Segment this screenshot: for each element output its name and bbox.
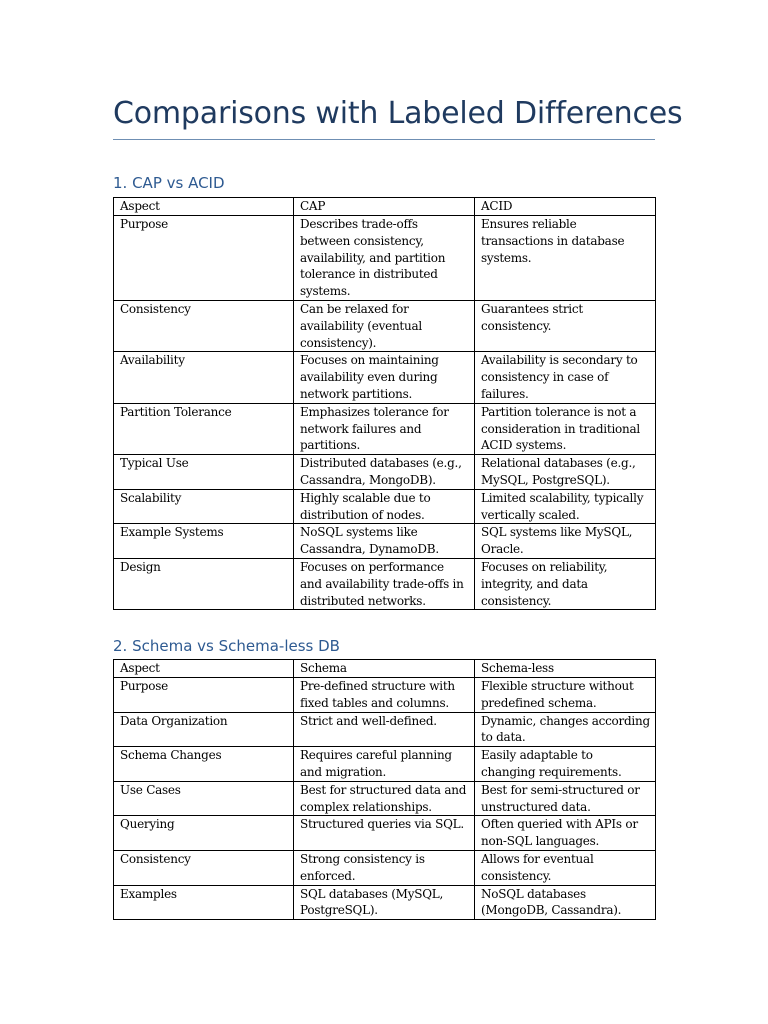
table-cell: Focuses on performance and availability trade-offs in distributed networks. [294, 558, 475, 609]
table-cell: Limited scalability, typically vertically scaled. [475, 489, 656, 524]
table-cell: Often queried with APIs or non-SQL languages. [475, 816, 656, 851]
table-row [114, 850, 656, 885]
table-cell: Easily adaptable to changing requirements. [475, 747, 656, 782]
table-cell: Querying [114, 816, 294, 851]
table-row [114, 403, 656, 454]
table-header-row [114, 198, 656, 216]
table-cell: Partition Tolerance [114, 403, 294, 454]
table-cell: Schema [294, 660, 475, 678]
table-header-row [114, 660, 656, 678]
table-cell: Scalability [114, 489, 294, 524]
table-cell: Can be relaxed for availability (eventual consistency). [294, 301, 475, 352]
table-row [114, 558, 656, 609]
section-heading-schema-vs-schema-less: 2. Schema vs Schema-less DB [113, 637, 340, 655]
table-cell: Strong consistency is enforced. [294, 850, 475, 885]
table-cell: Allows for eventual consistency. [475, 850, 656, 885]
table-cell: Requires careful planning and migration. [294, 747, 475, 782]
table-cell: Best for semi-structured or unstructured data. [475, 781, 656, 816]
table-row [114, 885, 656, 920]
table-cell: Relational databases (e.g., MySQL, PostgreSQL). [475, 455, 656, 490]
table-cell: Focuses on reliability, integrity, and data consistency. [475, 558, 656, 609]
table-cell: Availability is secondary to consistency in case of failures. [475, 352, 656, 403]
table-cell: Describes trade-offs between consistency, availability, and partition tolerance in distributed systems. [294, 216, 475, 301]
table-row [114, 216, 656, 301]
table-cell: Structured queries via SQL. [294, 816, 475, 851]
table-cell: NoSQL systems like Cassandra, DynamoDB. [294, 524, 475, 559]
table-row [114, 524, 656, 559]
table-cell: SQL systems like MySQL, Oracle. [475, 524, 656, 559]
table-cell: Availability [114, 352, 294, 403]
table-cell: Flexible structure without predefined schema. [475, 678, 656, 713]
document-title: Comparisons with Labeled Differences [113, 96, 683, 131]
table-cell: Example Systems [114, 524, 294, 559]
table-cell: Use Cases [114, 781, 294, 816]
table-cell: CAP [294, 198, 475, 216]
table-row [114, 781, 656, 816]
table-cell: Purpose [114, 678, 294, 713]
table-cell: Strict and well-defined. [294, 712, 475, 747]
table-cell: Data Organization [114, 712, 294, 747]
table-cell: ACID [475, 198, 656, 216]
table-cell: Consistency [114, 850, 294, 885]
table-cell: Highly scalable due to distribution of nodes. [294, 489, 475, 524]
table-row [114, 455, 656, 490]
table-row [114, 712, 656, 747]
table-cap-vs-acid [113, 197, 656, 610]
table-cell: Purpose [114, 216, 294, 301]
table-cell: Guarantees strict consistency. [475, 301, 656, 352]
title-underline [113, 139, 655, 140]
table-cell: Ensures reliable transactions in database systems. [475, 216, 656, 301]
table-schema-vs-schema-less [113, 659, 656, 920]
table-cell: Best for structured data and complex relationships. [294, 781, 475, 816]
table-cell: Aspect [114, 660, 294, 678]
table-cell: Distributed databases (e.g., Cassandra, MongoDB). [294, 455, 475, 490]
table-cell: Schema-less [475, 660, 656, 678]
table-cell: Emphasizes tolerance for network failures and partitions. [294, 403, 475, 454]
table-row [114, 352, 656, 403]
table-row [114, 678, 656, 713]
table-row [114, 489, 656, 524]
table-cell: Partition tolerance is not a consideration in traditional ACID systems. [475, 403, 656, 454]
table-cell: Design [114, 558, 294, 609]
table-row [114, 747, 656, 782]
table-cell: Typical Use [114, 455, 294, 490]
table-cell: NoSQL databases (MongoDB, Cassandra). [475, 885, 656, 920]
table-cell: Pre-defined structure with fixed tables and columns. [294, 678, 475, 713]
table-cell: Examples [114, 885, 294, 920]
table-row [114, 816, 656, 851]
section-heading-cap-vs-acid: 1. CAP vs ACID [113, 174, 225, 192]
table-row [114, 301, 656, 352]
table-cell: Aspect [114, 198, 294, 216]
table-cell: Focuses on maintaining availability even during network partitions. [294, 352, 475, 403]
table-cell: Consistency [114, 301, 294, 352]
table-cell: SQL databases (MySQL, PostgreSQL). [294, 885, 475, 920]
table-cell: Schema Changes [114, 747, 294, 782]
table-cell: Dynamic, changes according to data. [475, 712, 656, 747]
